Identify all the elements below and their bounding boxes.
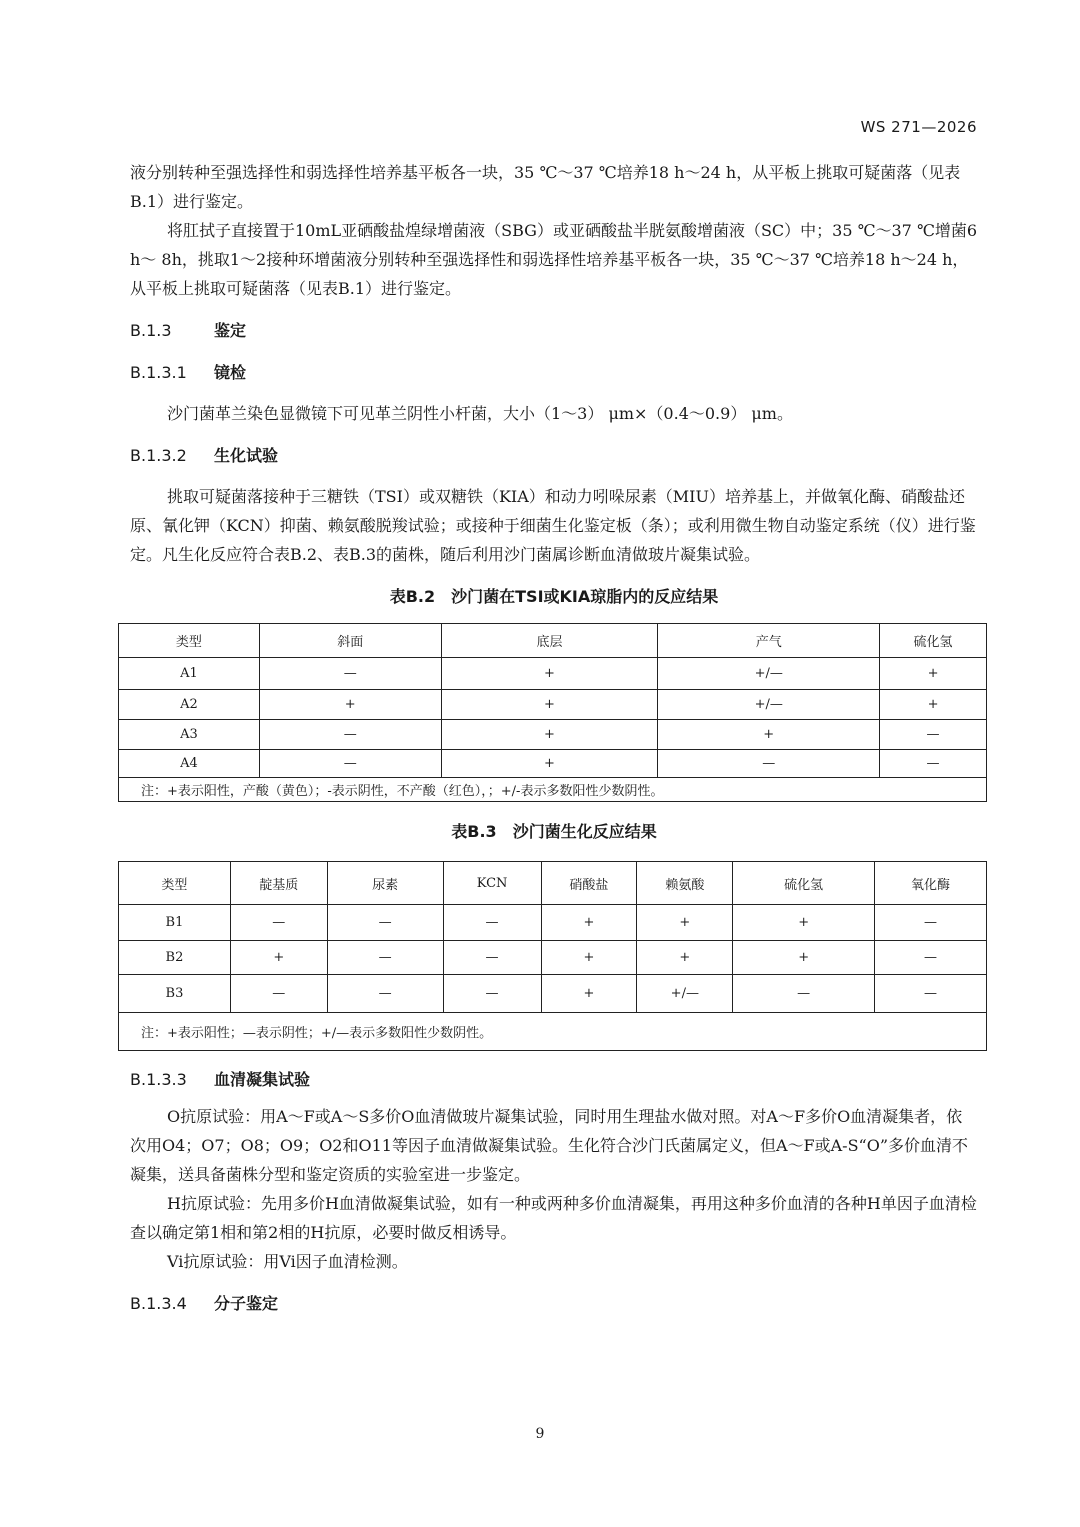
table-cell: A3	[119, 720, 260, 750]
table-cell: A2	[119, 690, 260, 720]
table-cell: —	[443, 975, 541, 1013]
table-cell: +	[441, 750, 658, 778]
table-cell: A4	[119, 750, 260, 778]
table-row	[119, 690, 987, 720]
table-cell: +/—	[637, 975, 733, 1013]
table-cell: B3	[119, 975, 231, 1013]
paragraph-microscopy: 沙门菌革兰染色显微镜下可见革兰阴性小杆菌，大小（1～3） μm×（0.4～0.9） μm。	[167, 404, 793, 423]
table-cell: +	[541, 941, 637, 975]
header-cell: 尿素	[327, 862, 443, 905]
table-cell: +	[230, 941, 327, 975]
section-number: B.1.3	[130, 321, 172, 340]
table-cell: —	[880, 720, 987, 750]
paragraph-culture-continued: 液分别转种至强选择性和弱选择性培养基平板各一块，35 ℃～37 ℃培养18 h～24 h，从平板上挑取可疑菌落（见表B.1）进行鉴定。	[130, 163, 961, 211]
table-cell: —	[230, 975, 327, 1013]
paragraph-biochemical: 挑取可疑菌落接种于三糖铁（TSI）或双糖铁（KIA）和动力吲哚尿素（MIU）培养基上，并做氧化酶、硝酸盐还原、氰化钾（KCN）抑菌、赖氨酸脱羧试验；或接种于细菌生化鉴定板（条）；或利用微生物自动鉴定系统（仪）进行鉴定。凡生化反应符合表B.2、表B.3的菌株，随后利用沙门菌属诊断血清做玻片凝集试验。	[130, 487, 976, 564]
section-heading-b132	[130, 441, 978, 470]
table-cell: —	[230, 905, 327, 941]
table-note: 注：+表示阳性，产酸（黄色）；-表示阴性，不产酸（红色），；+/-表示多数阳性少数阴性。	[119, 778, 987, 802]
table-b2	[118, 623, 987, 802]
table-header-row	[119, 862, 987, 905]
header-cell: 类型	[119, 624, 260, 658]
section-title: 鉴定	[214, 321, 247, 340]
table-cell: —	[259, 658, 441, 690]
table-cell: —	[875, 905, 987, 941]
table-cell: +	[880, 690, 987, 720]
table-cell: +	[259, 690, 441, 720]
table-cell: +	[441, 690, 658, 720]
page-number: 9	[535, 1426, 545, 1442]
standard-number: WS 271—2026	[860, 118, 977, 136]
table-cell: —	[327, 905, 443, 941]
table-cell: +	[733, 905, 875, 941]
table-b3-caption: 表B.3 沙门菌生化反应结果	[451, 822, 657, 841]
table-row	[119, 750, 987, 778]
page-content	[130, 158, 978, 1330]
table-cell: —	[875, 941, 987, 975]
table-cell: B1	[119, 905, 231, 941]
header-cell: 赖氨酸	[637, 862, 733, 905]
table-cell: —	[327, 975, 443, 1013]
header-cell: 产气	[658, 624, 880, 658]
table-cell: +	[733, 941, 875, 975]
header-cell: 氧化酶	[875, 862, 987, 905]
table-cell: +	[441, 658, 658, 690]
table-note: 注：+表示阳性；—表示阴性；+/—表示多数阳性少数阴性。	[119, 1013, 987, 1051]
paragraph-o-antigen: O抗原试验：用A～F或A～S多价O血清做玻片凝集试验，同时用生理盐水做对照。对A～F多价O血清凝集者，依次用O4；O7；O8；O9；O2和O11等因子血清做凝集试验。生化符合沙门氏菌属定义，但A～F或A-S“O”多价血清不凝集，送具备菌株分型和鉴定资质的实验室进一步鉴定。	[130, 1107, 969, 1184]
section-heading-b131	[130, 358, 978, 387]
section-title: 血清凝集试验	[214, 1070, 311, 1089]
paragraph-h-antigen: H抗原试验：先用多价H血清做凝集试验，如有一种或两种多价血清凝集，再用这种多价血清的各种H单因子血清检查以确定第1相和第2相的H抗原，必要时做反相诱导。	[130, 1194, 977, 1242]
table-cell: +	[637, 941, 733, 975]
table-b2-caption: 表B.2 沙门菌在TSI或KIA琼脂内的反应结果	[389, 587, 719, 606]
header-cell: KCN	[443, 862, 541, 905]
section-title: 镜检	[214, 363, 247, 382]
section-number: B.1.3.2	[130, 446, 187, 465]
table-header-row	[119, 624, 987, 658]
table-cell: —	[733, 975, 875, 1013]
table-cell: —	[658, 750, 880, 778]
header-cell: 底层	[441, 624, 658, 658]
paragraph-vi-antigen: Vi抗原试验：用Vi因子血清检测。	[167, 1252, 408, 1271]
header-cell: 硝酸盐	[541, 862, 637, 905]
table-cell: A1	[119, 658, 260, 690]
table-cell: B2	[119, 941, 231, 975]
table-b3	[118, 861, 987, 1051]
table-cell: +	[658, 720, 880, 750]
table-cell: —	[875, 975, 987, 1013]
table-row	[119, 941, 987, 975]
header-cell: 类型	[119, 862, 231, 905]
table-cell: +	[541, 905, 637, 941]
section-title: 生化试验	[214, 446, 279, 465]
table-row	[119, 905, 987, 941]
section-heading-b134	[130, 1289, 978, 1318]
header-cell: 硫化氢	[733, 862, 875, 905]
section-title: 分子鉴定	[214, 1294, 279, 1313]
header-cell: 硫化氢	[880, 624, 987, 658]
table-cell: —	[443, 941, 541, 975]
section-heading-b133	[130, 1065, 978, 1094]
paragraph-rectal-swab: 将肛拭子直接置于10mL亚硒酸盐煌绿增菌液（SBG）或亚硒酸盐半胱氨酸增菌液（SC）中；35 ℃～37 ℃增菌6 h～ 8h，挑取1～2接种环增菌液分别转种至强选择性和弱选择性培养基平板各一块，35 ℃～37 ℃培养18 h～24 h，从平板上挑取可疑菌落（见表B.1）进行鉴定。	[130, 221, 978, 298]
section-heading-b13	[130, 316, 978, 345]
header-cell: 靛基质	[230, 862, 327, 905]
table-row	[119, 720, 987, 750]
table-row	[119, 975, 987, 1013]
table-row	[119, 658, 987, 690]
table-cell: —	[880, 750, 987, 778]
table-cell: —	[443, 905, 541, 941]
section-number: B.1.3.3	[130, 1070, 187, 1089]
table-cell: —	[259, 750, 441, 778]
table-cell: +	[541, 975, 637, 1013]
table-note-row	[119, 778, 987, 802]
table-cell: —	[327, 941, 443, 975]
section-number: B.1.3.1	[130, 363, 187, 382]
table-note-row	[119, 1013, 987, 1051]
table-cell: +	[441, 720, 658, 750]
table-cell: —	[259, 720, 441, 750]
table-cell: +/—	[658, 658, 880, 690]
table-cell: +	[637, 905, 733, 941]
table-cell: +/—	[658, 690, 880, 720]
header-cell: 斜面	[259, 624, 441, 658]
table-cell: +	[880, 658, 987, 690]
section-number: B.1.3.4	[130, 1294, 187, 1313]
